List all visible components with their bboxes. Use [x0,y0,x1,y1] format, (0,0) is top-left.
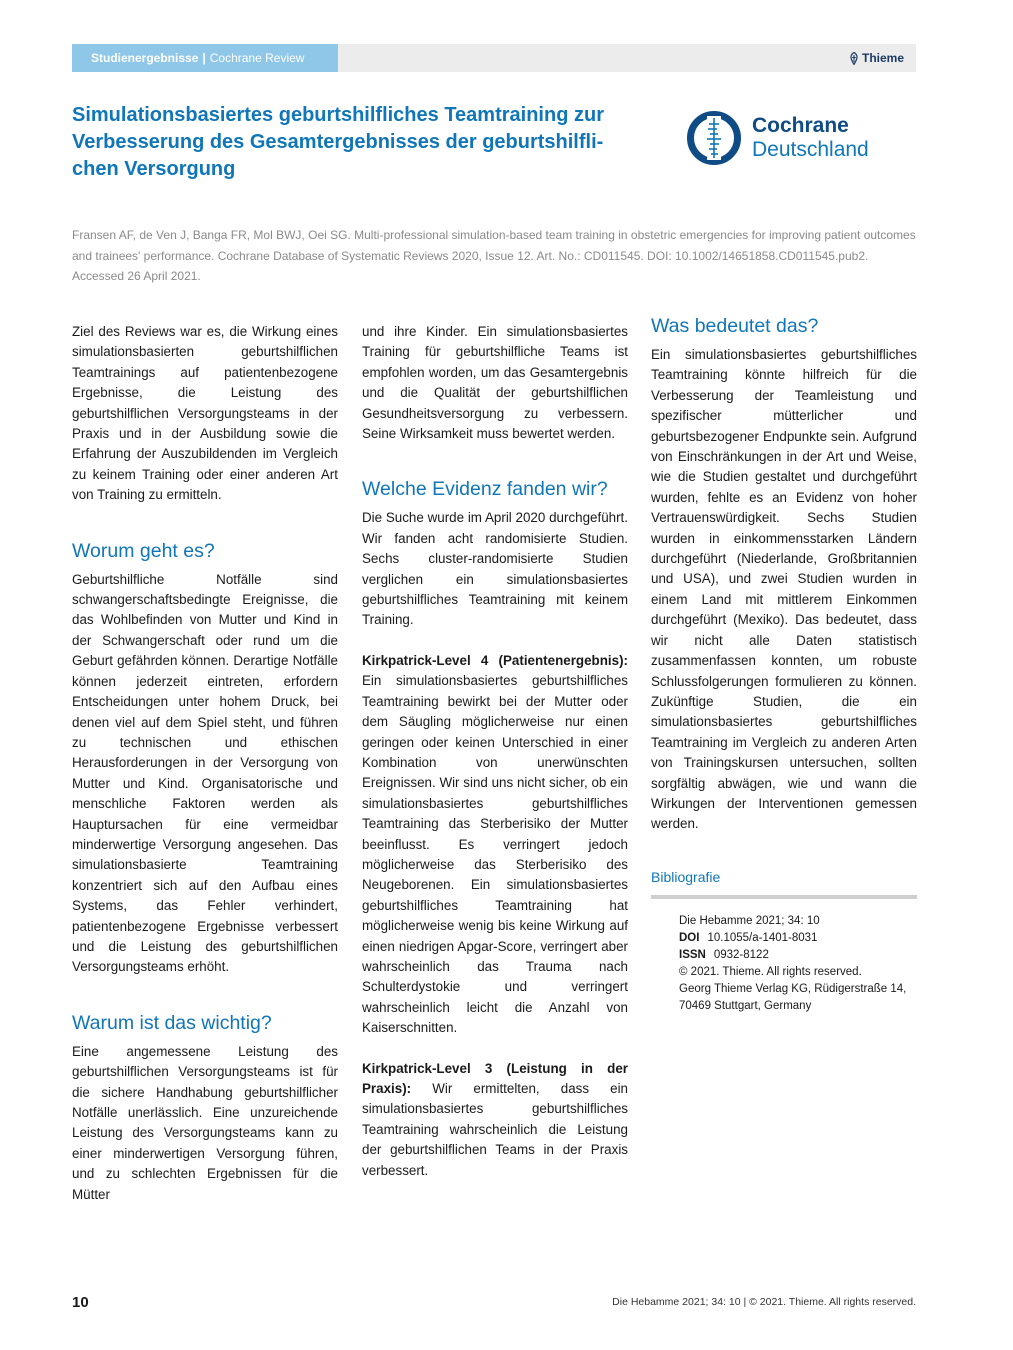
kirkpatrick-3-text: Wir ermittelten, dass ein simulationsbasiertes geburtshilfliches Teamtraining wahrscheinlich die Leistung der geburtshilflichen Teams in der Praxis verbessert. [362,1081,628,1178]
heading-warum: Warum ist das wichtig? [72,1011,272,1034]
heading-bedeutet: Was bedeutet das? [651,315,819,337]
doi-value: 10.1055/a-1401-8031 [707,931,818,944]
bibliography-publisher-1: Georg Thieme Verlag KG, Rüdigerstraße 14, [679,982,907,995]
issn-value: 0932-8122 [713,948,769,961]
paragraph-warum: Eine angemessene Leistung des geburtshilflichen Versorgungsteams ist für die sichere Handhabung geburtshilflicher Notfälle unerlässlich. Eine unzureichende Leistung des Versorgungsteams kann zu einer minderwertigen Versorgung führen, und zu schlechten Ergebnissen für die Mütter [72,1043,338,1202]
bibliography-doi-row [679,930,917,947]
paragraph-kirkpatrick-3 [362,1059,628,1181]
bibliography-box [651,899,917,1015]
section-label [72,44,338,72]
paragraph-evidenz: Die Suche wurde im April 2020 durchgeführt. Wir fanden acht randomisierte Studien. Sechs cluster-randomisierte Studien verglichen ein simulationsbasiertes geburtshilfliches Teamtraining mit keinem Training. [362,510,628,628]
footer-citation: Die Hebamme 2021; 34: 10 | © 2021. Thieme. All rights reserved. [612,1296,916,1308]
paragraph-kirkpatrick-4 [362,651,628,1039]
section-name: Studienergebnisse [91,51,199,65]
column-1 [72,322,338,1205]
source-citation: Fransen AF, de Ven J, Banga FR, Mol BWJ, Oei SG. Multi-professional simulation-based team training in obstetric emergencies for improving patient outcomes and trainees' performance. Cochrane Database of Systematic Reviews 2020, Issue 12. Art. No.: CD011545. DOI: 10.1002/14651858.CD011545.pub2. Accessed 26 April 2021. [72,228,916,283]
paragraph-continued: und ihre Kinder. Ein simulationsbasiertes Training für geburtshilfliche Teams ist empfohlen worden, um das Gesamtergebnis und die Qualität der geburtshilflichen Gesundheitsversorgung zu verbessern. Seine Wirksamkeit muss bewertet werden. [362,324,628,442]
doi-label: DOI [679,931,700,944]
thieme-logo-icon [849,52,859,65]
column-2 [362,322,628,1181]
bibliography-publisher-2: 70469 Stuttgart, Germany [679,999,812,1012]
subsection-name: Cochrane Review [209,51,305,65]
bibliography-issn-row [679,947,917,964]
article-title: Simulationsbasiertes geburtshilfliches Teamtraining zur Verbesserung des Gesamtergebnisses der geburtshilflichen Versorgung [72,104,604,180]
kirkpatrick-4-label: Kirkpatrick-Level 4 (Patientenergebnis): [362,652,628,668]
heading-evidenz: Welche Evidenz fanden wir? [362,478,608,501]
paragraph-bedeutet: Ein simulationsbasiertes geburtshilfliches Teamtraining könnte hilfreich für die Verbesserung der Teamleistung und spezifischer mütterlicher und geburtsbezogener Endpunkte sein. Aufgrund von Einschränkungen in der Art und Weise, wie die Studien gestaltet und durchgeführt wurden, fehlte es an Evidenz von hoher Vertrauenswürdigkeit. Sechs Studien wurden in einkommensstarken Ländern durchgeführt (Niederlande, Großbritannien und USA), und zwei Studien wurden in einem Land mit mittlerem Einkommen durchgeführt (Mexiko). Das bedeutet, dass wir nicht alle Daten statistisch zusammenfassen konnten, um robuste Schlussfolgerungen formulieren zu können. Zukünftige Studien, die ein simulationsbasiertes geburtshilfliches Teamtraining im Vergleich zu anderen Arten von Trainingskursen untersuchen, sollten sorgfältig abwägen, wie und wann die Wirkungen der Interventionen gemessen werden. [651,347,917,832]
heading-worum: Worum geht es? [72,539,215,562]
publisher-name: Thieme [861,51,904,65]
page-number: 10 [72,1294,89,1311]
kirkpatrick-3-label: Kirkpatrick-Level 3 (Leistung in der Praxis): [362,1060,628,1096]
issn-label: ISSN [679,948,706,961]
bibliography-title: Bibliografie [651,868,721,885]
intro-paragraph: Ziel des Reviews war es, die Wirkung eines simulationsbasierten geburtshilflichen Teamtrainings auf patientenbezogene Ergebnisse, die Leistung des geburtshilflichen Versorgungsteams in der Praxis und in der Ausbildung sowie die Erfahrung der Auszubildenden im Vergleich zu keinem Training oder einer anderen Art von Training zu ermitteln. [72,324,338,503]
bibliography-journal: Die Hebamme 2021; 34: 10 [679,914,820,927]
publisher-mark [849,44,904,72]
kirkpatrick-4-text: Ein simulationsbasiertes geburtshilfliches Teamtraining bewirkt bei der Mutter oder dem Säugling möglicherweise nur einen geringen oder keinen Unterschied in einer Kombination von unerwünschten Ereignissen. Wir sind uns nicht sicher, ob ein simulationsbasiertes geburtshilfliches Teamtraining das Sterberisiko der Mutter beeinflusst. Es verringert jedoch möglicherweise das Sterberisiko des Neugeborenen. Ein simulationsbasiertes geburtshilfliches Teamtraining hat möglicherweise wenig bis keine Wirkung auf einen niedrigen Apgar-Score, verringert aber wahrscheinlich das Trauma nach Schulterdystokie und verringert wahrscheinlich leicht die Anzahl von Kaiserschnitten. [362,673,628,1036]
logo-line-2: Deutschland [752,138,869,161]
cochrane-wordmark [752,114,869,162]
paragraph-worum: Geburtshilfliche Notfälle sind schwangerschaftsbedingte Ereignisse, die das Wohlbefinden von Mutter und Kind in der Schwangerschaft oder rund um die Geburt gefährden können. Derartige Notfälle können jederzeit eintreten, erfordern Entscheidungen unter hohem Druck, bei denen viel auf dem Spiel steht, und führen zu technischen und ethischen Herausforderungen in der Versorgung von Mutter und Kind. Organisatorische und menschliche Faktoren werden als Hauptursachen für eine vermeidbar minderwertige Versorgung angesehen. Das simulationsbasierte Teamtraining konzentriert sich auf den Aufbau eines Systems, das Fehler verhindert, patientenbezogene Ergebnisse verbessert und die Leistung des geburtshilflichen Versorgungsteams erhöht. [72,571,338,975]
running-header [72,44,916,72]
column-3 [651,313,917,1015]
header-separator: | [202,51,206,65]
logo-line-1: Cochrane [752,114,849,137]
bibliography-copyright: © 2021. Thieme. All rights reserved. [679,965,862,978]
